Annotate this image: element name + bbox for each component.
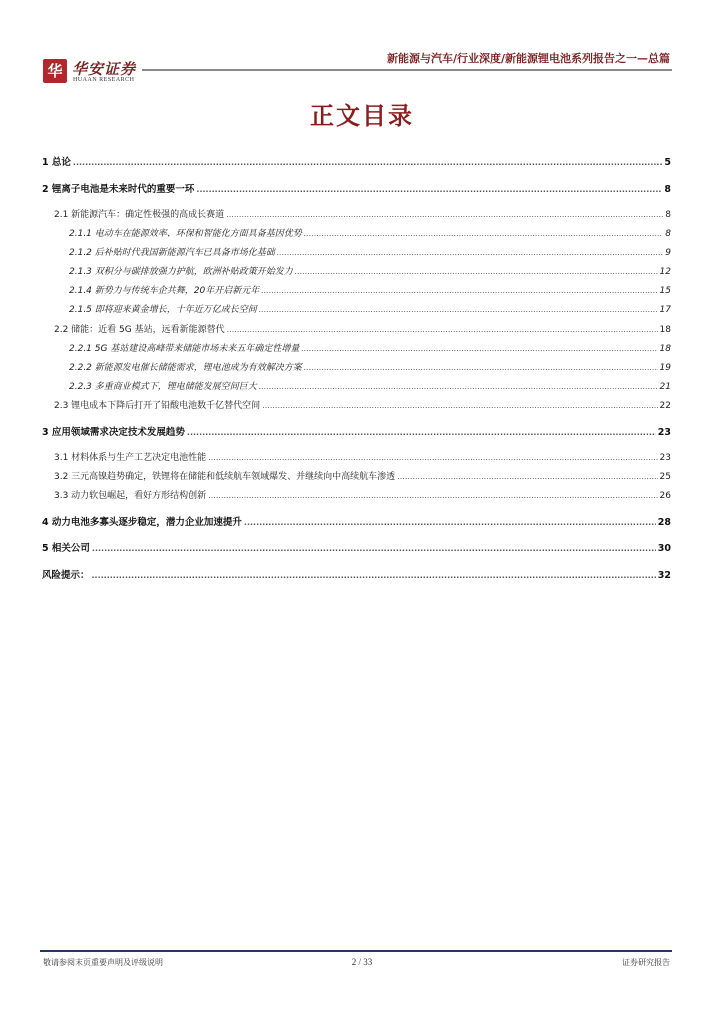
toc-entry[interactable] — [42, 154, 671, 168]
toc-entry[interactable] — [42, 567, 671, 581]
toc-dot-leader — [261, 286, 657, 295]
footer-disclaimer: 敬请参阅末页重要声明及评级说明 — [43, 958, 163, 967]
toc-dot-leader — [259, 382, 658, 391]
toc-entry-label: 3 应用领域需求决定技术发展趋势 — [42, 427, 185, 438]
toc-entry-label: 2.3 锂电成本下降后打开了铅酸电池数千亿替代空间 — [54, 401, 261, 411]
toc-entry-page: 8 — [665, 210, 671, 220]
toc-dot-leader — [259, 305, 658, 314]
toc-entry-page: 8 — [665, 229, 671, 239]
toc-entry-page: 18 — [659, 344, 671, 354]
toc-entry-label: 2.2.1 5G 基站建设高峰带来储能市场未来五年确定性增量 — [69, 344, 300, 354]
toc-entry-page: 32 — [657, 570, 671, 581]
toc-entry[interactable] — [42, 245, 671, 258]
toc-dot-leader — [301, 344, 657, 353]
toc-entry[interactable] — [42, 450, 671, 463]
footer-divider — [40, 950, 672, 952]
toc-entry-label: 2 锂离子电池是未来时代的重要一环 — [42, 184, 195, 195]
toc-entry-label: 2.1.5 即将迎来黄金增长，十年近万亿成长空间 — [69, 305, 257, 315]
toc-entry-label: 2.1.2 后补贴时代我国新能源汽车已具备市场化基础 — [69, 248, 275, 258]
toc-entry-label: 4 动力电池多寡头逐步稳定，潜力企业加速提升 — [42, 517, 242, 528]
toc-entry-label: 2.1.4 新势力与传统车企共舞，20年开启新元年 — [69, 286, 260, 296]
toc-dot-leader — [277, 248, 664, 257]
page-header — [0, 0, 724, 90]
toc-entry[interactable] — [42, 181, 671, 195]
toc-entry-label: 3.2 三元高镍趋势确定，铁锂将在储能和低续航车领域爆发、并继续向中高续航车渗透 — [54, 472, 396, 482]
toc-dot-leader — [208, 491, 657, 500]
toc-entry-page: 19 — [659, 363, 671, 373]
toc-entry[interactable] — [42, 514, 671, 528]
toc-entry[interactable] — [42, 302, 671, 315]
toc-entry-label: 2.2.2 新能源发电催长储能需求，锂电池成为有效解决方案 — [69, 363, 302, 373]
toc-entry-label: 5 相关公司 — [42, 543, 90, 554]
toc-entry[interactable] — [42, 264, 671, 277]
toc-dot-leader — [304, 229, 664, 238]
huaan-logo-icon: 华 — [43, 59, 67, 83]
toc-dot-leader — [73, 158, 662, 167]
toc-entry[interactable] — [42, 322, 671, 335]
toc-entry-label: 2.2 储能：近看 5G 基站，远看新能源替代 — [54, 325, 225, 335]
toc-entry-label: 2.2.3 多重商业模式下，锂电储能发展空间巨大 — [69, 382, 257, 392]
toc-entry-page: 30 — [657, 543, 671, 554]
toc-entry-page: 28 — [657, 517, 671, 528]
toc-entry-label: 风险提示： — [42, 570, 90, 581]
toc-dot-leader — [397, 472, 657, 481]
company-logo-english: HUAAN RESEARCH — [73, 77, 135, 83]
toc-entry[interactable] — [42, 379, 671, 392]
toc-entry-label: 3.3 动力软包崛起，看好方形结构创新 — [54, 491, 207, 501]
toc-dot-leader — [262, 401, 657, 410]
company-logo-text: 华安证券 — [72, 60, 137, 78]
toc-entry-page: 12 — [659, 267, 671, 277]
toc-entry-page: 5 — [664, 157, 671, 168]
toc-dot-leader — [208, 453, 657, 462]
report-series-title: 新能源与汽车/行业深度/新能源锂电池系列报告之一—总篇 — [386, 52, 670, 65]
toc-dot-leader — [304, 363, 658, 372]
header-divider — [142, 69, 672, 71]
page-title: 正文目录 — [310, 101, 414, 130]
toc-dot-leader — [244, 518, 656, 527]
toc-entry[interactable] — [42, 398, 671, 411]
toc-entry[interactable] — [42, 283, 671, 296]
toc-entry[interactable] — [42, 360, 671, 373]
toc-entry-label: 2.1 新能源汽车：确定性极强的高成长赛道 — [54, 210, 225, 220]
toc-entry-label: 3.1 材料体系与生产工艺决定电池性能 — [54, 453, 207, 463]
toc-entry-page: 17 — [659, 305, 671, 315]
toc-entry-page: 8 — [664, 184, 671, 195]
toc-entry-page: 25 — [659, 472, 671, 482]
toc-entry[interactable] — [42, 424, 671, 438]
toc-entry[interactable] — [42, 469, 671, 482]
toc-entry-page: 22 — [659, 401, 671, 411]
toc-dot-leader — [187, 428, 656, 437]
toc-entry[interactable] — [42, 226, 671, 239]
toc-dot-leader — [227, 325, 658, 334]
toc-dot-leader — [295, 267, 658, 276]
toc-entry-page: 21 — [659, 382, 671, 392]
toc-entry-page: 15 — [659, 286, 671, 296]
toc-entry-page: 23 — [659, 453, 671, 463]
toc-entry-label: 2.1.1 电动车在能源效率、环保和智能化方面具备基因优势 — [69, 229, 302, 239]
toc-entry-label: 1 总论 — [42, 157, 71, 168]
toc-dot-leader — [92, 571, 656, 580]
toc-entry[interactable] — [42, 488, 671, 501]
report-type-label: 证券研究报告 — [622, 958, 670, 967]
toc-entry-page: 26 — [659, 491, 671, 501]
page-number: 2 / 33 — [351, 957, 373, 967]
toc-entry-page: 23 — [657, 427, 671, 438]
toc-entry-label: 2.1.3 双积分与碳排放强力护航，欧洲补贴政策开始发力 — [69, 267, 293, 277]
toc-entry-page: 18 — [659, 325, 671, 335]
toc-entry[interactable] — [42, 207, 671, 220]
toc-entry-page: 9 — [665, 248, 671, 258]
toc-entry[interactable] — [42, 341, 671, 354]
toc-dot-leader — [92, 544, 656, 553]
toc-dot-leader — [196, 185, 662, 194]
toc-entry[interactable] — [42, 540, 671, 554]
toc-dot-leader — [226, 210, 663, 219]
